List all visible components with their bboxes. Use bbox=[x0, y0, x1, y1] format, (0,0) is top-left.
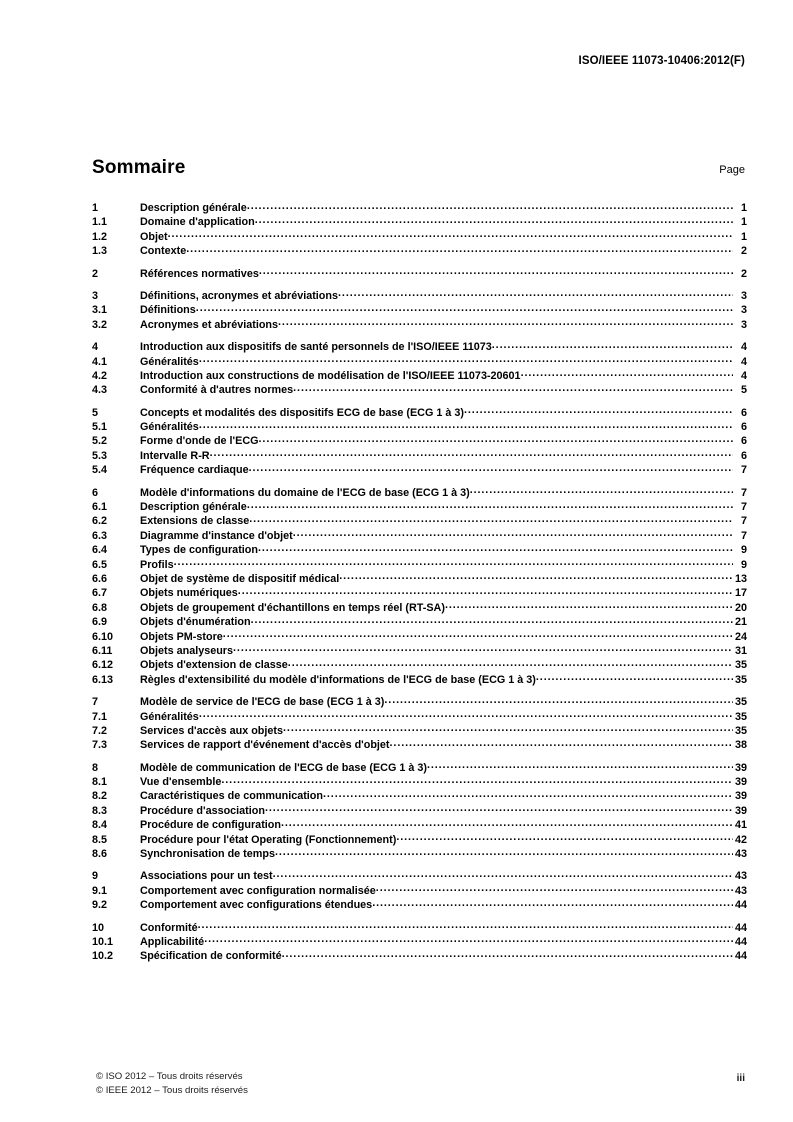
toc-dot-leader bbox=[259, 264, 733, 278]
toc-entry-number: 5.3 bbox=[92, 449, 108, 462]
toc-dot-leader bbox=[278, 315, 733, 329]
page-title: Sommaire bbox=[92, 157, 186, 178]
toc-entry-page-number: 7 bbox=[740, 486, 747, 499]
table-of-contents bbox=[92, 201, 747, 964]
toc-entry-title: Description générale bbox=[140, 202, 247, 214]
toc-entry-title: Généralités bbox=[140, 355, 199, 368]
toc-entry-title: Vue d'ensemble bbox=[140, 776, 222, 789]
toc-entry-number: 5.1 bbox=[92, 421, 108, 434]
toc-entry-page-number: 43 bbox=[734, 884, 747, 897]
toc-entry-title: Comportement avec configurations étendues bbox=[140, 899, 373, 912]
toc-entry-number: 9 bbox=[92, 870, 99, 883]
toc-entry-page-number: 4 bbox=[740, 341, 747, 354]
page-column-header: Page bbox=[719, 164, 745, 176]
toc-entry-title: Fréquence cardiaque bbox=[140, 464, 249, 477]
toc-dot-leader bbox=[199, 707, 733, 721]
toc-group bbox=[92, 289, 747, 332]
toc-entry-title: Domaine d'application bbox=[140, 216, 255, 229]
toc-entry-page-number: 1 bbox=[740, 216, 747, 229]
toc-entry-number: 8.1 bbox=[92, 776, 108, 789]
toc-dot-leader bbox=[204, 932, 733, 946]
toc-entry-number: 6.10 bbox=[92, 630, 114, 643]
toc-entry-page-number: 7 bbox=[740, 464, 747, 477]
toc-entry-number: 9.2 bbox=[92, 899, 108, 912]
toc-entry-title: Généralités bbox=[140, 421, 199, 434]
toc-entry-title: Contexte bbox=[140, 245, 187, 258]
toc-dot-leader bbox=[275, 845, 733, 859]
toc-dot-leader bbox=[258, 541, 733, 555]
toc-dot-leader bbox=[376, 881, 733, 895]
toc-entry-number: 4.2 bbox=[92, 369, 108, 382]
toc-entry-number: 8.3 bbox=[92, 804, 108, 817]
toc-entry[interactable] bbox=[92, 267, 747, 281]
toc-entry-page-number: 44 bbox=[734, 935, 747, 948]
toc-entry-page-number: 42 bbox=[734, 833, 747, 846]
toc-entry-number: 6.2 bbox=[92, 515, 108, 528]
toc-entry-title: Objet de système de dispositif médical bbox=[140, 572, 340, 585]
toc-entry-page-number: 44 bbox=[734, 950, 747, 963]
toc-group bbox=[92, 869, 747, 912]
toc-entry-page-number: 39 bbox=[734, 790, 747, 803]
toc-entry-number: 6.5 bbox=[92, 558, 108, 571]
toc-entry-title: Associations pour un test bbox=[140, 870, 273, 883]
toc-group bbox=[92, 761, 747, 862]
toc-dot-leader bbox=[199, 418, 733, 432]
toc-entry-number: 6.3 bbox=[92, 529, 108, 542]
toc-entry-number: 8.2 bbox=[92, 790, 108, 803]
toc-entry-title: Extensions de classe bbox=[140, 515, 250, 528]
toc-dot-leader bbox=[445, 598, 733, 612]
toc-dot-leader bbox=[238, 584, 733, 598]
toc-entry[interactable] bbox=[92, 383, 747, 397]
toc-dot-leader bbox=[390, 736, 733, 750]
toc-entry-number: 9.1 bbox=[92, 884, 108, 897]
toc-entry-title: Types de configuration bbox=[140, 544, 258, 557]
toc-entry-number: 7.3 bbox=[92, 739, 108, 752]
toc-group bbox=[92, 921, 747, 964]
toc-dot-leader bbox=[233, 641, 733, 655]
toc-entry-number: 7 bbox=[92, 696, 99, 709]
toc-entry-page-number: 41 bbox=[734, 819, 747, 832]
toc-entry-title: Objets PM-store bbox=[140, 630, 223, 643]
toc-entry-page-number: 38 bbox=[734, 739, 747, 752]
toc-entry-page-number: 43 bbox=[734, 848, 747, 861]
toc-entry-number: 7.1 bbox=[92, 710, 108, 723]
toc-entry-page-number: 3 bbox=[740, 304, 747, 317]
toc-entry-number: 6.6 bbox=[92, 572, 108, 585]
toc-entry-page-number: 13 bbox=[734, 572, 747, 585]
toc-entry-number: 10 bbox=[92, 921, 105, 934]
toc-entry-number: 6.8 bbox=[92, 601, 108, 614]
toc-group bbox=[92, 340, 747, 398]
toc-entry[interactable] bbox=[92, 738, 747, 752]
toc-entry-number: 1.1 bbox=[92, 216, 108, 229]
toc-dot-leader bbox=[536, 670, 733, 684]
toc-entry-page-number: 24 bbox=[734, 630, 747, 643]
toc-dot-leader bbox=[464, 403, 733, 417]
toc-dot-leader bbox=[265, 801, 733, 815]
toc-entry[interactable] bbox=[92, 244, 747, 258]
toc-group bbox=[92, 267, 747, 281]
toc-entry-page-number: 39 bbox=[734, 776, 747, 789]
toc-dot-leader bbox=[198, 918, 733, 932]
toc-entry-page-number: 1 bbox=[740, 230, 747, 243]
toc-entry-title: Introduction aux dispositifs de santé personnels de l'ISO/IEEE 11073 bbox=[140, 341, 492, 354]
toc-entry[interactable] bbox=[92, 673, 747, 687]
toc-dot-leader bbox=[281, 816, 733, 830]
toc-entry-number: 5 bbox=[92, 406, 99, 419]
toc-dot-leader bbox=[288, 656, 733, 670]
toc-entry[interactable] bbox=[92, 463, 747, 477]
toc-dot-leader bbox=[223, 627, 733, 641]
toc-dot-leader bbox=[273, 867, 733, 881]
toc-entry-title: Objets d'extension de classe bbox=[140, 659, 288, 672]
toc-entry-page-number: 35 bbox=[734, 696, 747, 709]
toc-dot-leader bbox=[249, 461, 733, 475]
toc-dot-leader bbox=[174, 555, 733, 569]
toc-group bbox=[92, 406, 747, 478]
toc-entry-page-number: 9 bbox=[740, 558, 747, 571]
toc-entry[interactable] bbox=[92, 949, 747, 963]
toc-entry[interactable] bbox=[92, 898, 747, 912]
toc-entry-title: Objets d'énumération bbox=[140, 616, 251, 629]
toc-dot-leader bbox=[168, 227, 733, 241]
toc-entry-number: 4.1 bbox=[92, 355, 108, 368]
toc-entry-number: 4 bbox=[92, 341, 99, 354]
toc-dot-leader bbox=[255, 213, 733, 227]
toc-entry-page-number: 7 bbox=[740, 501, 747, 514]
toc-dot-leader bbox=[247, 199, 733, 213]
toc-dot-leader bbox=[283, 721, 733, 735]
toc-entry-page-number: 4 bbox=[740, 369, 747, 382]
toc-dot-leader bbox=[323, 787, 733, 801]
toc-entry-page-number: 6 bbox=[740, 406, 747, 419]
footer-page-number: iii bbox=[736, 1073, 745, 1084]
toc-entry-page-number: 9 bbox=[740, 544, 747, 557]
toc-entry-number: 3 bbox=[92, 289, 99, 302]
toc-dot-leader bbox=[372, 896, 733, 910]
toc-entry-title: Acronymes et abréviations bbox=[140, 318, 279, 331]
toc-entry-number: 8 bbox=[92, 761, 99, 774]
toc-entry-title: Objets analyseurs bbox=[140, 644, 234, 657]
footer-copyright-iso: © ISO 2012 – Tous droits réservés bbox=[96, 1071, 243, 1082]
toc-entry-title: Objets numériques bbox=[140, 587, 238, 600]
toc-dot-leader bbox=[396, 830, 733, 844]
toc-dot-leader bbox=[339, 569, 733, 583]
toc-entry-title: Conformité bbox=[140, 921, 198, 934]
toc-entry-title: Procédure d'association bbox=[140, 804, 265, 817]
toc-dot-leader bbox=[282, 947, 733, 961]
toc-entry-number: 6.9 bbox=[92, 616, 108, 629]
toc-dot-leader bbox=[384, 693, 733, 707]
toc-group bbox=[92, 695, 747, 753]
toc-entry-page-number: 2 bbox=[740, 245, 747, 258]
toc-entry-title: Caractéristiques de communication bbox=[140, 790, 323, 803]
toc-entry-number: 8.6 bbox=[92, 848, 108, 861]
toc-entry-title: Concepts et modalités des dispositifs ECG de base (ECG 1 à 3) bbox=[140, 406, 464, 419]
toc-entry-title: Intervalle R-R bbox=[140, 449, 210, 462]
toc-entry-page-number: 39 bbox=[734, 761, 747, 774]
toc-dot-leader bbox=[247, 498, 733, 512]
toc-title-row bbox=[92, 157, 745, 179]
toc-entry-page-number: 35 bbox=[734, 673, 747, 686]
toc-entry-title: Modèle d'informations du domaine de l'ECG de base (ECG 1 à 3) bbox=[140, 486, 470, 499]
toc-dot-leader bbox=[196, 301, 733, 315]
toc-entry-number: 6.13 bbox=[92, 673, 114, 686]
toc-entry-page-number: 44 bbox=[734, 899, 747, 912]
toc-entry-number: 3.1 bbox=[92, 304, 108, 317]
toc-dot-leader bbox=[492, 338, 733, 352]
toc-entry-number: 6.11 bbox=[92, 644, 113, 657]
toc-entry-number: 2 bbox=[92, 267, 99, 280]
toc-group bbox=[92, 486, 747, 687]
toc-entry-title: Synchronisation de temps bbox=[140, 848, 275, 861]
toc-entry-page-number: 39 bbox=[734, 804, 747, 817]
toc-entry-title: Services de rapport d'événement d'accès d'objet bbox=[140, 739, 390, 752]
toc-entry-page-number: 43 bbox=[734, 870, 747, 883]
toc-entry-number: 5.4 bbox=[92, 464, 108, 477]
toc-entry-number: 10.2 bbox=[92, 950, 114, 963]
toc-entry-number: 6.1 bbox=[92, 501, 108, 514]
toc-entry-page-number: 7 bbox=[740, 515, 747, 528]
toc-entry-page-number: 7 bbox=[740, 529, 747, 542]
toc-entry-title: Forme d'onde de l'ECG bbox=[140, 435, 259, 448]
toc-dot-leader bbox=[249, 512, 733, 526]
toc-dot-leader bbox=[470, 483, 733, 497]
toc-entry-page-number: 35 bbox=[734, 724, 747, 737]
toc-entry[interactable] bbox=[92, 847, 747, 861]
toc-entry-page-number: 21 bbox=[734, 616, 747, 629]
toc-entry-title: Modèle de communication de l'ECG de base (ECG 1 à 3) bbox=[140, 761, 427, 774]
toc-entry-page-number: 5 bbox=[740, 384, 747, 397]
toc-entry-title: Spécification de conformité bbox=[140, 950, 282, 963]
document-standard-reference: ISO/IEEE 11073-10406:2012(F) bbox=[578, 55, 745, 67]
toc-entry-page-number: 6 bbox=[740, 421, 747, 434]
toc-entry-page-number: 6 bbox=[740, 435, 747, 448]
toc-entry-number: 1 bbox=[92, 202, 99, 214]
toc-entry-title: Généralités bbox=[140, 710, 199, 723]
toc-dot-leader bbox=[186, 242, 733, 256]
toc-entry-number: 7.2 bbox=[92, 724, 108, 737]
toc-entry-number: 4.3 bbox=[92, 384, 108, 397]
toc-entry-title: Règles d'extensibilité du modèle d'informations de l'ECG de base (ECG 1 à 3) bbox=[140, 673, 536, 686]
toc-entry-title: Procédure de configuration bbox=[140, 819, 281, 832]
toc-dot-leader bbox=[210, 446, 733, 460]
toc-entry[interactable] bbox=[92, 318, 747, 332]
toc-entry-page-number: 31 bbox=[734, 644, 747, 657]
toc-entry-title: Comportement avec configuration normalisée bbox=[140, 884, 376, 897]
toc-entry-title: Définitions bbox=[140, 304, 196, 317]
footer-copyright-ieee: © IEEE 2012 – Tous droits réservés bbox=[96, 1085, 248, 1096]
toc-entry-title: Diagramme d'instance d'objet bbox=[140, 529, 293, 542]
toc-dot-leader bbox=[293, 526, 733, 540]
toc-entry-page-number: 35 bbox=[734, 659, 747, 672]
toc-dot-leader bbox=[251, 613, 733, 627]
toc-entry-page-number: 35 bbox=[734, 710, 747, 723]
toc-dot-leader bbox=[427, 758, 733, 772]
toc-entry-title: Conformité à d'autres normes bbox=[140, 384, 294, 397]
toc-entry-number: 6.12 bbox=[92, 659, 114, 672]
toc-entry-title: Références normatives bbox=[140, 267, 259, 280]
toc-group bbox=[92, 201, 747, 259]
toc-entry-number: 10.1 bbox=[92, 935, 114, 948]
toc-entry-title: Description générale bbox=[140, 501, 247, 514]
toc-entry-number: 1.3 bbox=[92, 245, 108, 258]
toc-entry-title: Applicabilité bbox=[140, 935, 205, 948]
toc-entry-title: Services d'accès aux objets bbox=[140, 724, 284, 737]
toc-entry-title: Objets de groupement d'échantillons en temps réel (RT-SA) bbox=[140, 601, 445, 614]
toc-entry-number: 3.2 bbox=[92, 318, 108, 331]
toc-entry-title: Définitions, acronymes et abréviations bbox=[140, 289, 339, 302]
toc-entry-page-number: 2 bbox=[740, 267, 747, 280]
toc-entry-page-number: 44 bbox=[734, 921, 747, 934]
toc-entry-number: 6.4 bbox=[92, 544, 108, 557]
toc-entry-page-number: 6 bbox=[740, 449, 747, 462]
toc-dot-leader bbox=[199, 352, 733, 366]
toc-dot-leader bbox=[521, 366, 733, 380]
toc-entry-number: 6 bbox=[92, 486, 99, 499]
toc-entry-title: Profils bbox=[140, 558, 174, 571]
toc-entry-page-number: 1 bbox=[740, 202, 747, 214]
footer-copyright bbox=[96, 1070, 248, 1098]
toc-entry-page-number: 4 bbox=[740, 355, 747, 368]
toc-dot-leader bbox=[259, 432, 733, 446]
toc-entry-title: Procédure pour l'état Operating (Fonctionnement) bbox=[140, 833, 397, 846]
toc-entry-page-number: 17 bbox=[734, 587, 747, 600]
toc-dot-leader bbox=[293, 381, 733, 395]
toc-entry-number: 1.2 bbox=[92, 230, 108, 243]
toc-dot-leader bbox=[338, 286, 733, 300]
toc-entry-page-number: 3 bbox=[740, 289, 747, 302]
toc-entry-number: 6.7 bbox=[92, 587, 108, 600]
toc-entry-page-number: 20 bbox=[734, 601, 747, 614]
toc-entry-number: 5.2 bbox=[92, 435, 108, 448]
toc-entry-page-number: 3 bbox=[740, 318, 747, 331]
toc-dot-leader bbox=[221, 773, 733, 787]
toc-entry-number: 8.4 bbox=[92, 819, 108, 832]
toc-entry-title: Modèle de service de l'ECG de base (ECG 1 à 3) bbox=[140, 696, 385, 709]
toc-entry-number: 8.5 bbox=[92, 833, 108, 846]
toc-entry-title: Introduction aux constructions de modélisation de l'ISO/IEEE 11073-20601 bbox=[140, 369, 521, 382]
toc-entry-title: Objet bbox=[140, 230, 168, 243]
